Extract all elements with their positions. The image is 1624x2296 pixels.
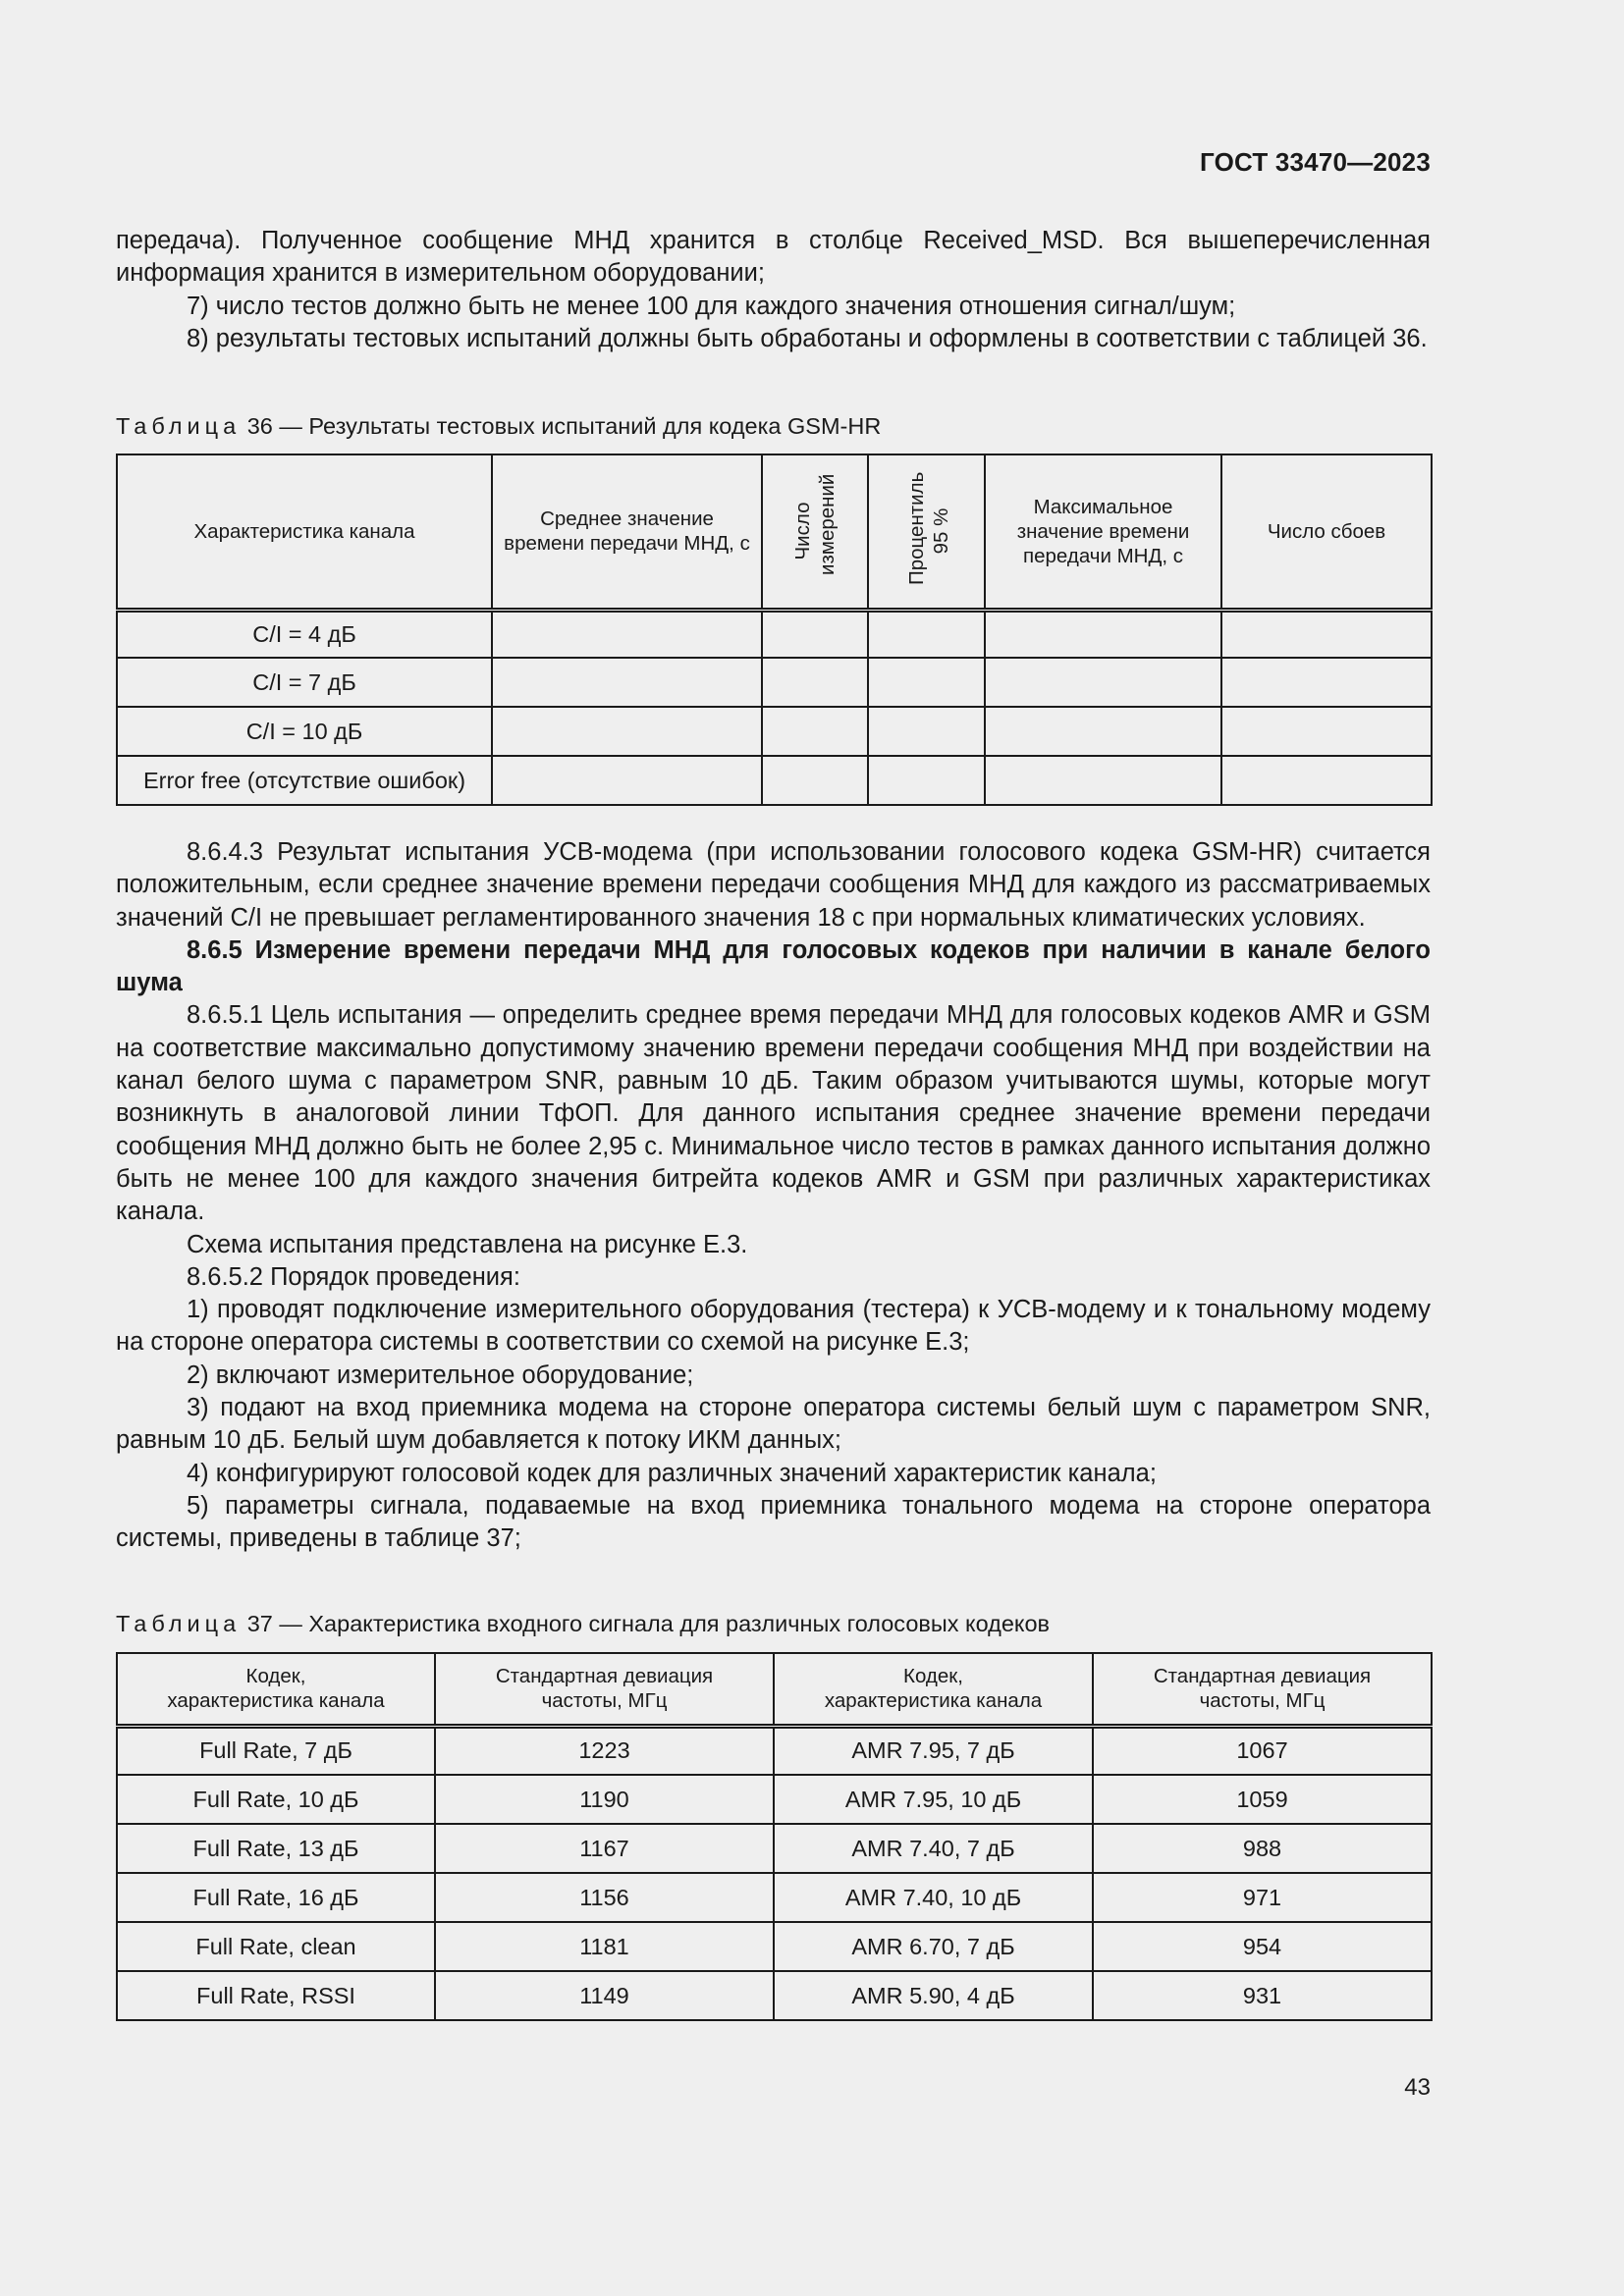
header-percentile-text: Процентиль 95 % (905, 471, 952, 586)
header-codec: Кодек, характеристика канала (774, 1653, 1093, 1726)
paragraph: 8.6.5.2 Порядок проведения: (187, 1262, 520, 1291)
header-count (762, 454, 868, 610)
table-row: Full Rate, RSSI 1149 AMR 5.90, 4 дБ 931 (117, 1971, 1432, 2020)
document-code: ГОСТ 33470—2023 (1200, 147, 1431, 177)
middle-text-block (116, 836, 1431, 1556)
table-37 (116, 1652, 1433, 2021)
header-failures: Число сбоев (1221, 454, 1432, 610)
table-row: Full Rate, 10 дБ 1190 AMR 7.95, 10 дБ 1059 (117, 1775, 1432, 1824)
table37-caption-label: Таблица (116, 1611, 242, 1636)
table36-caption-text: 36 — Результаты тестовых испытаний для кодека GSM-HR (246, 413, 882, 439)
header-deviation: Стандартная девиация частоты, МГц (435, 1653, 774, 1726)
page-number: 43 (1404, 2074, 1431, 2101)
cell-channel: C/I = 10 дБ (117, 707, 492, 756)
paragraph: Схема испытания представлена на рисунке Е.3. (187, 1230, 748, 1258)
header-mean-time: Среднее значение времени передачи МНД, с (492, 454, 762, 610)
table-row (117, 707, 1432, 756)
table37-caption (116, 1611, 1050, 1637)
table36-caption (116, 413, 881, 440)
list-item: 1) проводят подключение измерительного оборудования (тестера) к УСВ-модему и к тональному модему на стороне оператора системы в соответствии со схемой на рисунке Е.3; (116, 1296, 1431, 1357)
table-row: Full Rate, 16 дБ 1156 AMR 7.40, 10 дБ 971 (117, 1873, 1432, 1922)
header-count-text: Число измерений (791, 473, 839, 576)
header-channel: Характеристика канала (117, 454, 492, 610)
table-row: Full Rate, 7 дБ 1223 AMR 7.95, 7 дБ 1067 (117, 1726, 1432, 1775)
header-percentile (868, 454, 985, 610)
header-deviation: Стандартная девиация частоты, МГц (1093, 1653, 1432, 1726)
cell-channel: C/I = 4 дБ (117, 610, 492, 658)
list-item: 5) параметры сигнала, подаваемые на вход приемника тонального модема на стороне оператора системы, приведены в таблице 37; (116, 1491, 1431, 1553)
header-codec: Кодек, характеристика канала (117, 1653, 435, 1726)
table-row (117, 756, 1432, 805)
table-row: Full Rate, clean 1181 AMR 6.70, 7 дБ 954 (117, 1922, 1432, 1971)
paragraph: 8.6.5.1 Цель испытания — определить среднее время передачи МНД для голосовых кодеков AMR и GSM на соответствие максимально допустимому значению времени передачи сообщения МНД при воздействии на канал белого шума с параметром SNR, равным 10 дБ. Таким образом учитываются шумы, которые могут возникнуть в аналоговой линии ТфОП. Для данного испытания среднее значение времени передачи сообщения МНД должно быть не более 2,95 с. Минимальное число тестов в рамках данного испытания должно быть не менее 100 для каждого значения битрейта кодеков AMR и GSM при различных характеристиках канала. (116, 1001, 1431, 1226)
table37-caption-text: 37 — Характеристика входного сигнала для различных голосовых кодеков (246, 1611, 1051, 1636)
header-max-time: Максимальное значение времени передачи МНД, с (985, 454, 1221, 610)
list-item: 2) включают измерительное оборудование; (187, 1361, 694, 1389)
cell-channel: C/I = 7 дБ (117, 658, 492, 707)
table-row (117, 658, 1432, 707)
table36-caption-label: Таблица (116, 413, 242, 439)
paragraph: 8.6.4.3 Результат испытания УСВ-модема (при использовании голосового кодека GSM-HR) считается положительным, если среднее значение времени передачи сообщения МНД для каждого из рассматриваемых значений C/I не превышает регламентированного значения 18 с при нормальных климатических условиях. (116, 838, 1431, 932)
list-item-8: 8) результаты тестовых испытаний должны быть обработаны и оформлены в соответствии с таблицей 36. (187, 324, 1428, 352)
list-item-7: 7) число тестов должно быть не менее 100 для каждого значения отношения сигнал/шум; (187, 292, 1236, 320)
paragraph: передача). Полученное сообщение МНД хранится в столбце Received_MSD. Вся вышеперечисленная информация хранится в измерительном оборудовании; (116, 227, 1431, 288)
top-text-block (116, 225, 1431, 355)
cell-channel: Error free (отсутствие ошибок) (117, 756, 492, 805)
section-heading: 8.6.5 Измерение времени передачи МНД для голосовых кодеков при наличии в канале белого шума (116, 935, 1431, 997)
list-item: 4) конфигурируют голосовой кодек для различных значений характеристик канала; (187, 1459, 1157, 1487)
table-36 (116, 454, 1433, 806)
table-row: Full Rate, 13 дБ 1167 AMR 7.40, 7 дБ 988 (117, 1824, 1432, 1873)
list-item: 3) подают на вход приемника модема на стороне оператора системы белый шум с параметром SNR, равным 10 дБ. Белый шум добавляется к потоку ИКМ данных; (116, 1394, 1431, 1455)
table-row (117, 610, 1432, 658)
